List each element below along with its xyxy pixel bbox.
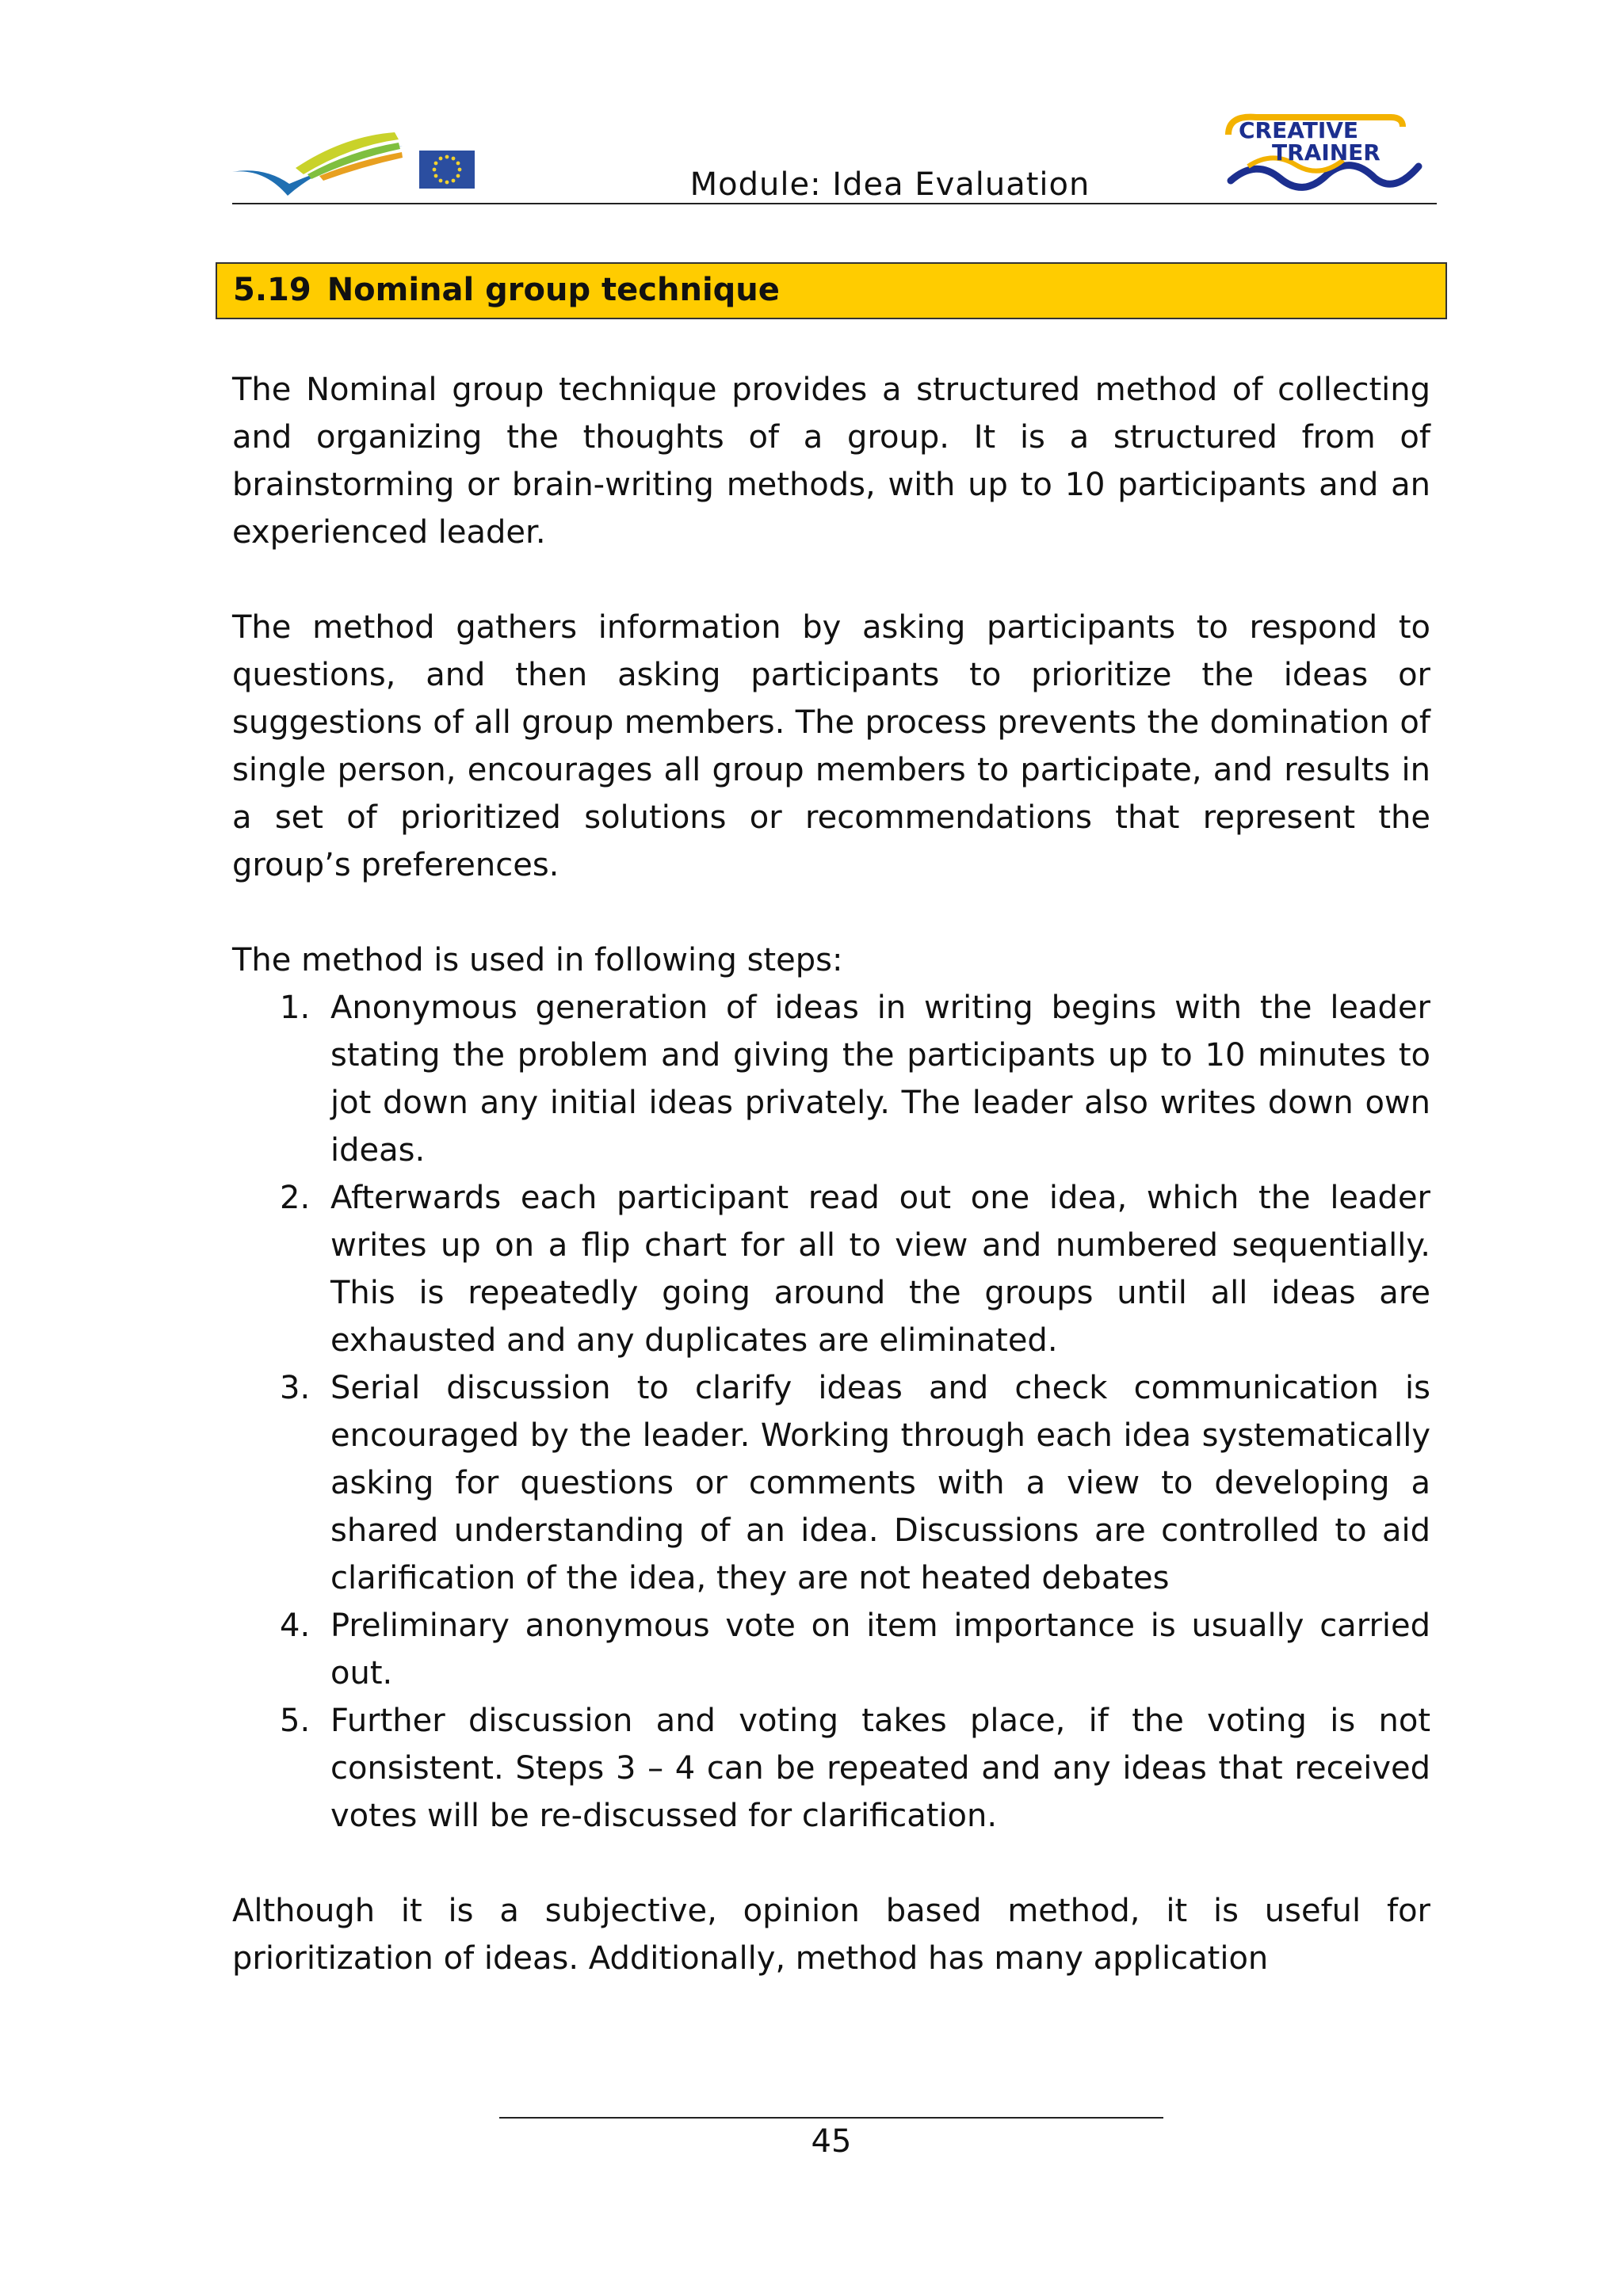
list-number: 5. bbox=[280, 1703, 311, 1739]
list-text: Serial discussion to clarify ideas and check communication is encouraged by the leader. Working through each idea systematically asking for questions or comments with a view to developing a shared understanding of an idea. Discussions are controlled to aid clarification of the idea, they are not heated debates bbox=[330, 1370, 1430, 1596]
creative-trainer-logo bbox=[1224, 111, 1423, 198]
programme-logo bbox=[232, 128, 407, 200]
steps-intro: The method is used in following steps: bbox=[232, 942, 843, 978]
list-text: Afterwards each participant read out one idea, which the leader writes up on a flip chart for all to view and numbered sequentially. This is repeatedly going around the groups until all ideas are exhausted and any duplicates are eliminated. bbox=[330, 1180, 1430, 1359]
list-number: 3. bbox=[280, 1370, 311, 1406]
header-divider bbox=[232, 203, 1437, 204]
steps-list bbox=[232, 984, 1430, 1840]
list-number: 1. bbox=[280, 990, 311, 1026]
page-header bbox=[232, 111, 1437, 204]
footer-divider bbox=[499, 2117, 1163, 2119]
paragraph: The method gathers information by asking participants to respond to questions, and then asking participants to prioritize the ideas or suggestions of all group members. The process prevents the domination of single person, encourages all group members to participate, and results in a set of prioritized solutions or recommendations that represent the group’s preferences. bbox=[232, 609, 1430, 883]
list-item bbox=[232, 1602, 1430, 1697]
list-number: 2. bbox=[280, 1180, 311, 1216]
list-text: Further discussion and voting takes place, if the voting is not consistent. Steps 3 – 4 can be repeated and any ideas that received votes will be re-discussed for clarification. bbox=[330, 1703, 1430, 1834]
list-item bbox=[232, 1364, 1430, 1602]
paragraph: The Nominal group technique provides a structured method of collecting and organizing the thoughts of a group. It is a structured from of brainstorming or brain-writing methods, with up to 10 participants and an experienced leader. bbox=[232, 372, 1430, 551]
module-title: Module: Idea Evaluation bbox=[689, 166, 1090, 203]
logo-text-creative: CREATIVE bbox=[1239, 117, 1359, 143]
list-item bbox=[232, 984, 1430, 1174]
eu-flag-icon bbox=[419, 151, 475, 189]
section-heading bbox=[216, 262, 1447, 319]
steps-block bbox=[232, 936, 1430, 1840]
list-item bbox=[232, 1174, 1430, 1364]
list-item bbox=[232, 1697, 1430, 1840]
logo-text-trainer: TRAINER bbox=[1272, 139, 1381, 166]
section-title: Nominal group technique bbox=[327, 272, 780, 308]
body-text bbox=[232, 366, 1430, 2030]
closing-paragraph: Although it is a subjective, opinion based method, it is useful for prioritization of ideas. Additionally, method has many application bbox=[232, 1893, 1430, 1977]
list-text: Preliminary anonymous vote on item importance is usually carried out. bbox=[330, 1608, 1430, 1691]
list-text: Anonymous generation of ideas in writing begins with the leader stating the problem and giving the participants up to 10 minutes to jot down any initial ideas privately. The leader also writes down own ideas. bbox=[330, 990, 1430, 1169]
section-number: 5.19 bbox=[233, 272, 311, 308]
list-number: 4. bbox=[280, 1608, 311, 1644]
page-number: 45 bbox=[811, 2123, 852, 2160]
